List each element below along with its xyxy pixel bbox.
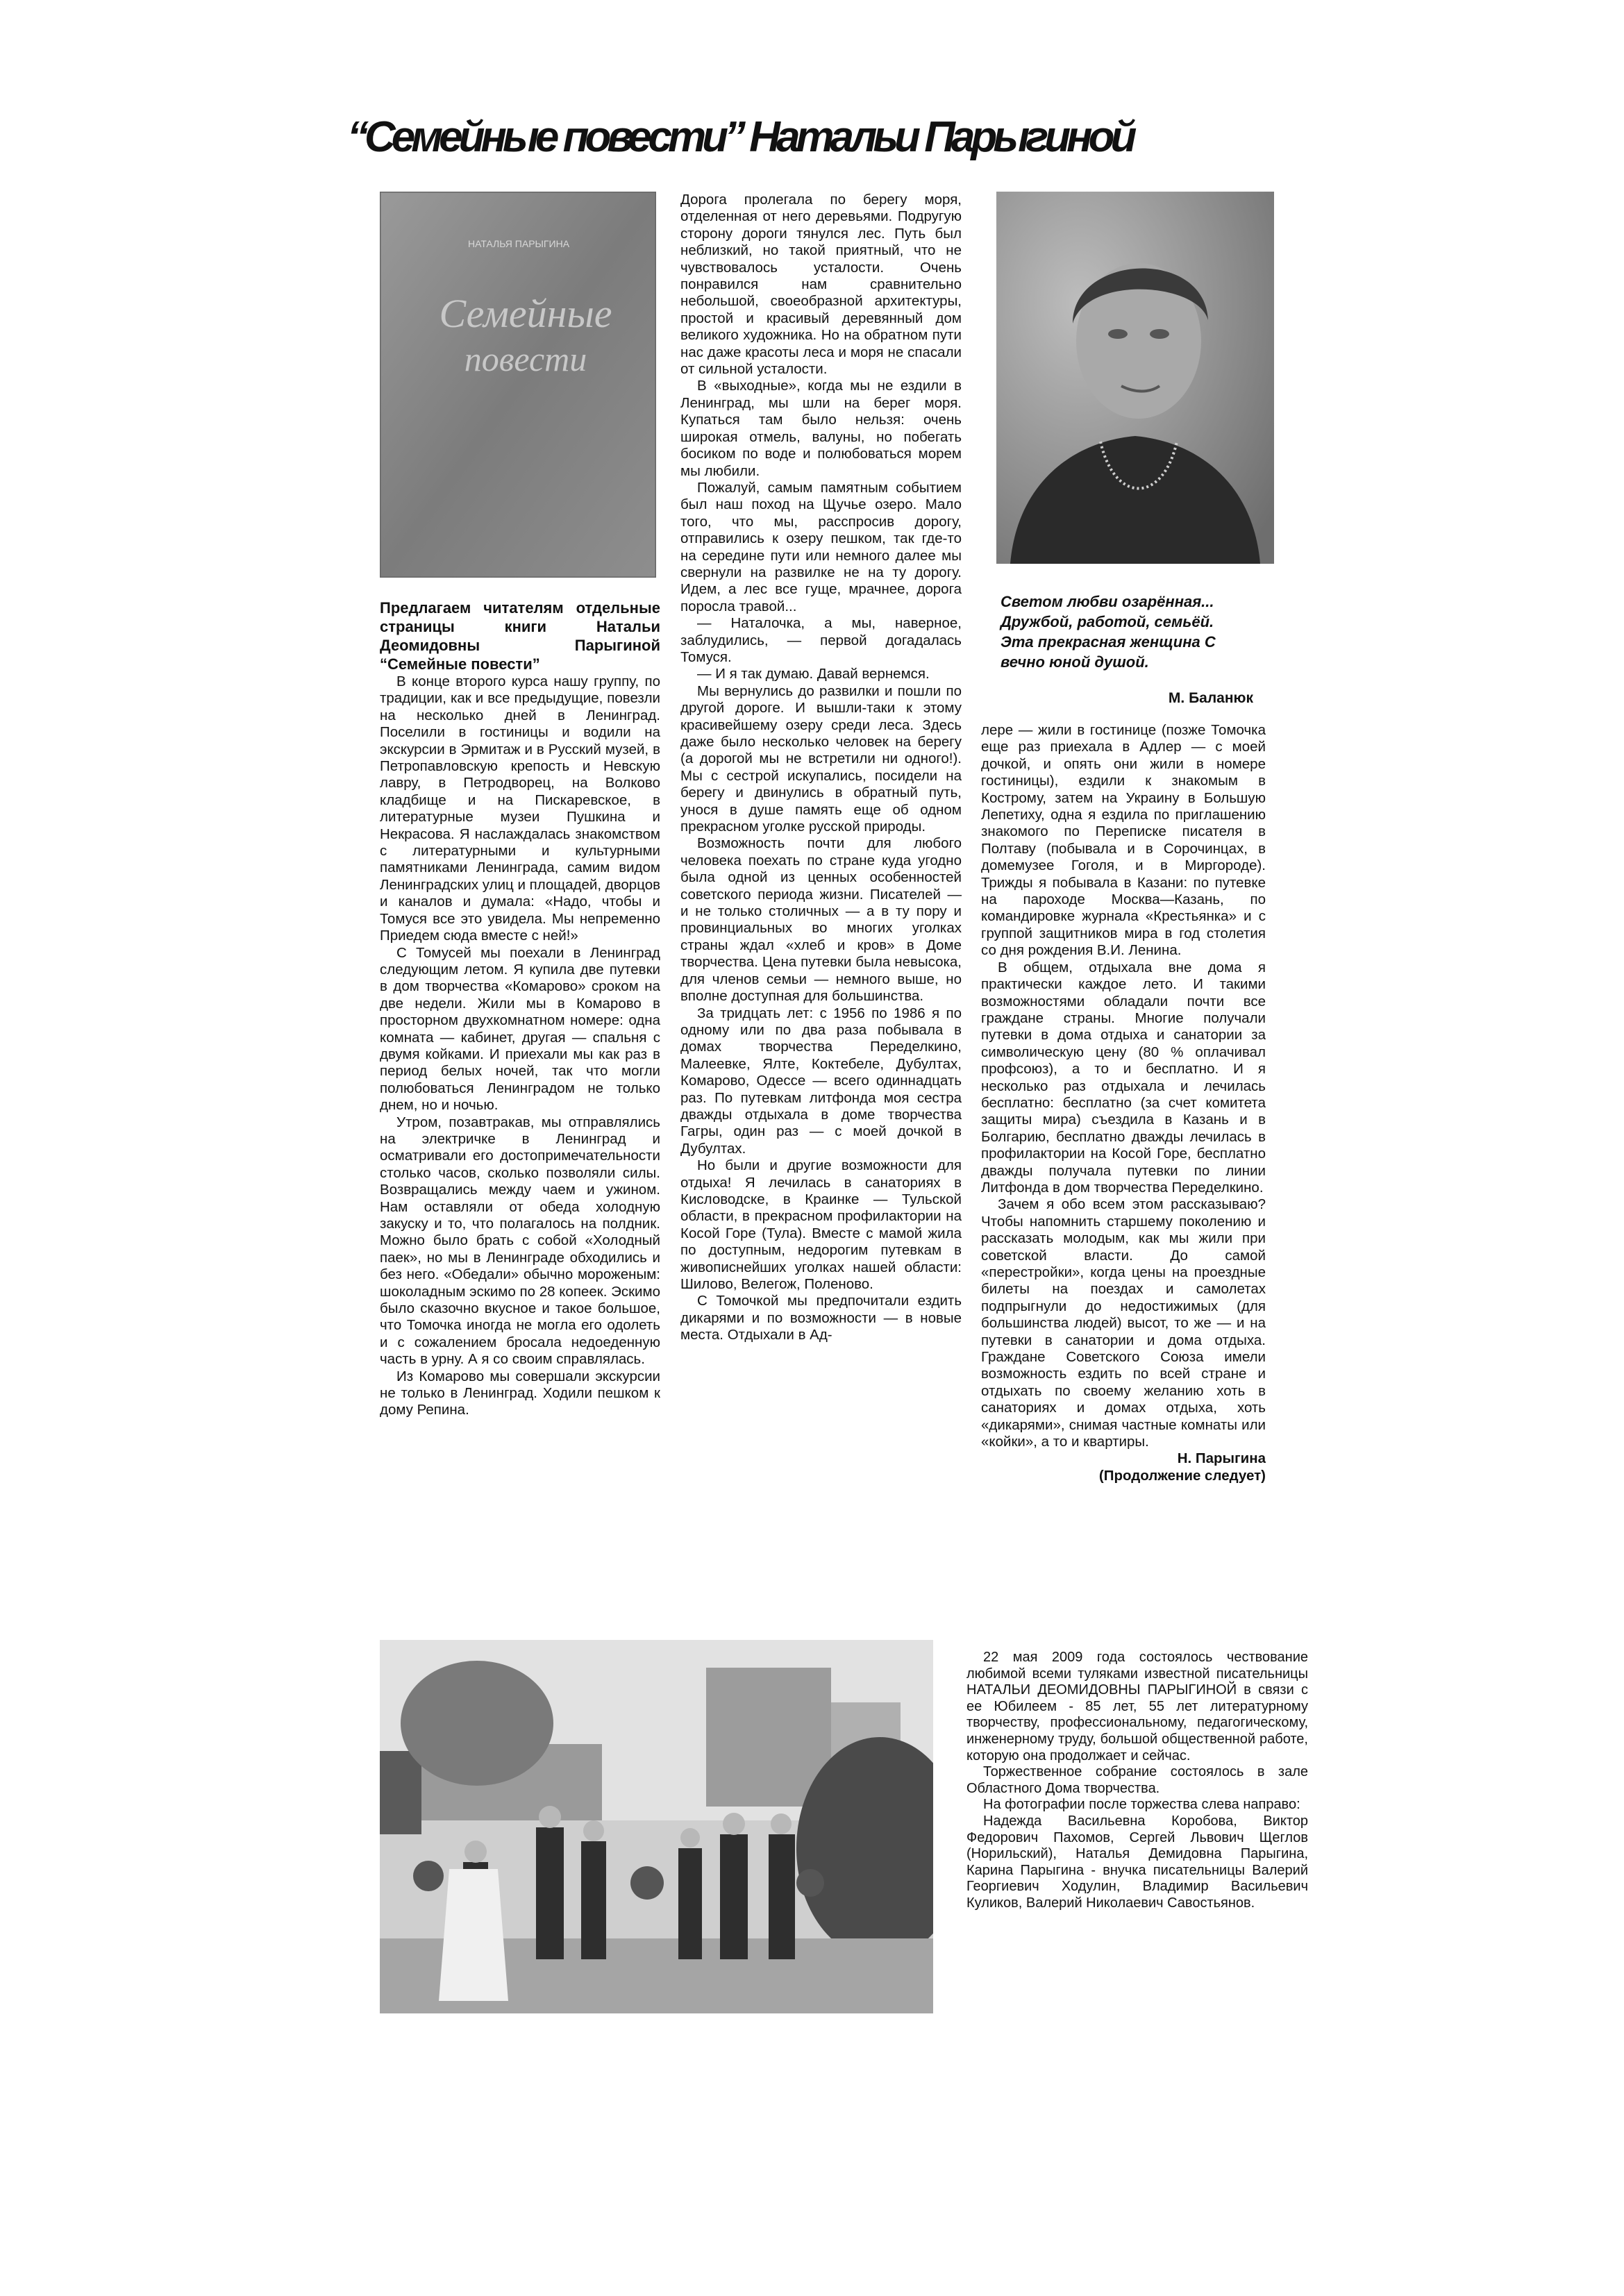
paragraph: — И я так думаю. Давай вернемся. [697, 666, 930, 682]
portrait-photo [996, 192, 1274, 564]
group-photo [380, 1640, 933, 2013]
book-cover-title-line1: Семейные [439, 291, 612, 336]
photo-caption [966, 1650, 1308, 1912]
continued-note: (Продолжение следует) [1098, 1467, 1266, 1484]
paragraph: Мы вернулись до развилки и пошли по другой дороге. И вышли-таки к этому красивейшему озеру среди леса. Здесь даже было несколько человек на берегу (а дорогой мы не встретили ни одного!). Мы с сестрой искупались, посидели на берегу и двинулись в обратный путь, унося в душе память еще об одном прекрасном уголке русской природы. [680, 682, 962, 835]
paragraph: В конце второго курса нашу группу, по традиции, как и все предыдущие, повезли на несколько дней в Ленинград. Поселили в гостиницы и водили на экскурсии в Эрмитаж и в Русский музей, в Петропавловскую крепость и Невскую лавру, в Петродворец, на Волково кладбище и на Пискаревское, в литературные музеи Пушкина и Некрасова. Я наслаждалась знакомством с литературными и культурными памятниками Ленинграда, самим видом Ленинградских улиц и площадей, дворцов и каналов и думала: «Надо, чтобы и Томуся все это увидела. Мы непременно Приедем сюда вместе с ней!» [380, 673, 660, 944]
caption-paragraph: Надежда Васильевна Коробова, Виктор Федорович Пахомов, Сергей Львович Щеглов (Норильский), Наталья Демидовна Парыгина, Карина Парыгина - внучка писательницы Валерий Георгиевич Ходулин, Владимир Васильевич Куликов, Валерий Николаевич Савостьянов. [966, 1813, 1308, 1911]
article-column-3 [981, 722, 1266, 1484]
paragraph: Но были и другие возможности для отдыха! Я лечилась в санаториях в Кисловодске, в Краинке — Тульской области, в прекрасном профилактории на Косой Горе (Тула). Вместе с мамой жила по доступным, недорогим путевкам в живописнейших уголках нашей области: Шилово, Велегож, Поленово. [680, 1157, 962, 1292]
caption-paragraph: Торжественное собрание состоялось в зале Областного Дома творчества. [966, 1764, 1308, 1796]
paragraph: Возможность почти для любого человека поехать по стране куда угодно была одной из ценных особенностей советского периода жизни. Писателей — и не только столичных — а в ту пору и провинциальных во многих уголках страны ждал «хлеб и кров» в Доме творчества. Цена путевки была невысока, для членов семьи — немного выше, но вполне доступная для большинства. [680, 835, 962, 1005]
poem-author: М. Баланюк [1168, 690, 1253, 706]
paragraph: лере — жили в гостинице (позже Томочка еще раз приехала в Адлер — с моей дочкой, и опять они жили в номере гостиницы), ездили к знакомым в Кострому, затем на Украину в Большую Лепетиху, одна я ездила по приглашению знакомого по Переписке писателя в Полтаву (побывала и в Сорочинцах, в домемузее Гоголя, и в Миргороде). Трижды я побывала в Казани: по путевке на пароходе Москва—Казань, по командировке журнала «Крестьянка» и с группой защитников мира в год столетия со дня рождения В.И. Ленина. [981, 722, 1266, 959]
poem-line: Эта прекрасная женщина С [1001, 633, 1216, 651]
poem-line: Светом любви озарённая... [1001, 593, 1214, 610]
paragraph: Из Комарово мы совершали экскурсии не только в Ленинград. Ходили пешком к дому Репина. [380, 1368, 660, 1418]
paragraph: Утром, позавтракав, мы отправлялись на электричке в Ленинград и осматривали его достопримечательности столько часов, сколько позволяли силы. Возвращались между чаем и ужином. Нам оставляли от обеда холодную закуску и то, что полагалось на полдник. Можно было брать с собой «Холодный паек», но мы в Ленинграде обходились и без него. «Обедали» обычно мороженым: шоколадным эскимо по 28 копеек. Эскимо было сказочно вкусное и такое большое, что Томочка иногда не могла его одолеть и с сожалением бросала недоеденную часть в урну. А я со своим справлялась. [380, 1114, 660, 1368]
article-column-2 [680, 192, 962, 1344]
book-cover-title-line2: повести [464, 340, 587, 378]
article-column-1 [380, 598, 660, 1419]
author-signature: Н. Парыгина [1177, 1450, 1266, 1467]
book-cover-author: НАТАЛЬЯ ПАРЫГИНА [467, 238, 570, 249]
poem-line: вечно юной душой. [1001, 653, 1149, 671]
page-title: “Семейные повести” Натальи Парыгиной [347, 113, 1133, 161]
paragraph: — Наталочка, а мы, наверное, заблудились, — первой догадалась Томуся. [680, 615, 962, 665]
book-cover-photo [380, 192, 656, 578]
article-lead: Предлагаем читателям отдельные страницы книги Натальи Деомидовны Парыгиной “Семейные повести” [380, 599, 660, 673]
paragraph: В общем, отдыхала вне дома я практически каждое лето. И такими возможностями обладали почти все граждане страны. Многие получали путевки в дома отдыха и санатории за символическую цену (80 % оплачивал профсоюз), а то и бесплатно. И я несколько раз отдыхала и лечилась бесплатно: бесплатно (за счет комитета защиты мира) съездила в Казань и в Болгарию, бесплатно дважды лечилась в профилактории на Косой Горе, бесплатно дважды получала путевки по линии Литфонда в дом творчества Переделкино. [981, 959, 1266, 1196]
paragraph: В «выходные», когда мы не ездили в Ленинград, мы шли на берег моря. Купаться там было нельзя: очень широкая отмель, валуны, но побегать босиком по воде и полюбоваться морем мы любили. [680, 378, 962, 479]
paragraph: Пожалуй, самым памятным событием был наш поход на Щучье озеро. Мало того, что мы, расспросив дорогу, отправились к озеру пешком, так где-то на середине пути или немного далее мы свернули на развилке не на ту дорогу. Идем, а лес все гуще, мрачнее, дорога поросла травой... [680, 479, 962, 614]
paragraph: Зачем я обо всем этом рассказываю? Чтобы напомнить старшему поколению и рассказать молодым, как мы жили при советской власти. До самой «перестройки», когда цены на проездные билеты на поездах и самолетах подпрыгнули до недостижимых (для большинства людей) высот, то же — и на путевки в санатории и дома отдыха. Граждане Советского Союза имели возможность ездить по всей стране и отдыхать по своему желанию хоть в санаториях и домах отдыха, хоть «дикарями», снимая частные комнаты или «койки», а то и квартиры. [981, 1196, 1266, 1450]
paragraph: С Томочкой мы предпочитали ездить дикарями и по возможности — в новые места. Отдыхали в Ад- [680, 1293, 962, 1343]
caption-paragraph: На фотографии после торжества слева направо: [983, 1797, 1300, 1813]
paragraph: Дорога пролегала по берегу моря, отделенная от него деревьями. Подругую сторону дороги тянулся лес. Путь был неблизкий, но такой приятный, что не чувствовалось усталости. Очень понравился нам сравнительно небольшой, своеобразной архитектуры, простой и красивый деревянный дом великого художника. Но на обратном пути нас даже красоты леса и моря не спасали от сильной усталости. [680, 192, 962, 378]
paragraph: За тридцать лет: с 1956 по 1986 я по одному или по два раза побывала в домах творчества Переделкино, Малеевке, Ялте, Коктебеле, Дубултах, Комарово, Одессе — всего одиннадцать раз. По путевкам литфонда моя сестра дважды отдыхала в доме творчества Гагры, один раз — с моей дочкой в Дубултах. [680, 1005, 962, 1157]
paragraph: С Томусей мы поехали в Ленинград следующим летом. Я купила две путевки в дом творчества «Комарово» сроком на две недели. Жили мы в Комарово в просторном двухкомнатном номере: одна комната — кабинет, другая — спальня с двумя койками. И приехали мы как раз в период белых ночей, так что могли полюбоваться Ленинградом не только днем, но и ночью. [380, 944, 660, 1114]
caption-paragraph: 22 мая 2009 года состоялось чествование любимой всеми туляками известной писательницы НАТАЛЬИ ДЕОМИДОВНЫ ПАРЫГИНОЙ в связи с ее Юбилеем - 85 лет, 55 лет литературному творчеству, профессиональному, педагогическому, инженерному труду, большой общественной работе, которую она продолжает и сейчас. [966, 1650, 1308, 1763]
epigraph-poem [1001, 592, 1264, 672]
poem-line: Дружбой, работой, семьёй. [1001, 613, 1214, 630]
